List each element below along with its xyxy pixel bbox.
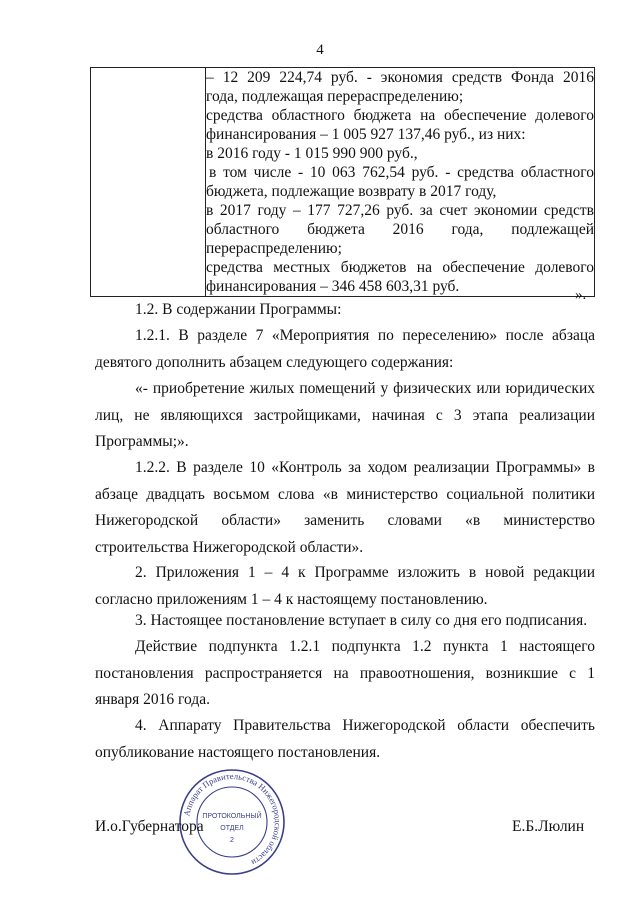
paragraph-4-publication: 4. Аппарату Правительства Нижегородской области обеспечить опубликование настоящего постановления. [95,717,595,761]
paragraph-1-2-1: 1.2.1. В разделе 7 «Мероприятия по переселению» после абзаца девятого дополнить абзацем следующего содержания: [95,327,595,371]
paragraph-1-2-2: 1.2.2. В разделе 10 «Контроль за ходом реализации Программы» в абзаце двадцать восьмом слова «в министерство социальной политики Нижегородской области» заменить словами «в министерство строительства Нижегородской области». [95,459,595,556]
stamp-center-number: 2 [230,837,234,844]
paragraph-retroactive: Действие подпункта 1.2.1 подпункта 1.2 пункта 1 настоящего постановления распространяется на правоотношения, возникшие с 1 января 2016 года. [95,638,595,708]
stamp-center-line2: ОТДЕЛ [220,825,244,832]
table-row [91,68,595,297]
stamp-ring-text: Аппарат Правительства Нижегородской области [181,770,284,868]
table-line: финансирования – 1 005 927 137,46 руб., из них: [206,126,526,143]
signatory-name: Е.Б.Люлин [512,818,585,835]
page-number: 4 [316,42,324,58]
table-line: – 12 209 224,74 руб. - экономия средств Фонда 2016 [206,69,594,86]
table-line: в том числе - 10 063 762,54 руб. - средства областного [209,164,594,181]
table-line: бюджета, подлежащие возврату в 2017 году, [206,183,497,200]
table-line: средства местных бюджетов на обеспечение долевого [206,259,594,276]
paragraph-program-content: 1.2. В содержании Программы: [135,301,342,318]
table-line: средства областного бюджета на обеспечение долевого [206,107,594,124]
paragraph-3-effective: 3. Настоящее постановление вступает в силу со дня его подписания. [135,612,588,629]
table-line: в 2017 году – 177 727,26 руб. за счет экономии средств [206,202,594,219]
table-line: года, подлежащая перераспределению; [206,88,464,105]
paragraph-quoted-insert: «- приобретение жилых помещений у физических или юридических лиц, не являющихся застройщиками, начиная с 3 этапа реализации Программы;». [95,380,595,450]
paragraph-2-appendices: 2. Приложения 1 – 4 к Программе изложить в новой редакции согласно приложениям 1 – 4 к настоящему постановлению. [95,564,595,608]
table-line: перераспределению; [206,240,342,257]
table-line: в 2016 году - 1 015 990 900 руб., [206,145,418,162]
signatory-position: И.о.Губернатора [95,818,204,835]
budget-table [90,67,595,297]
closing-quote: ». [575,287,587,303]
table-empty-cell [91,68,206,297]
stamp-center-line1: ПРОТОКОЛЬНЫЙ [202,813,262,820]
table-financing-cell [206,68,595,297]
table-line: финансирования – 346 458 603,31 руб. [206,278,460,295]
table-line: областного бюджета 2016 года, подлежащей [206,221,594,238]
